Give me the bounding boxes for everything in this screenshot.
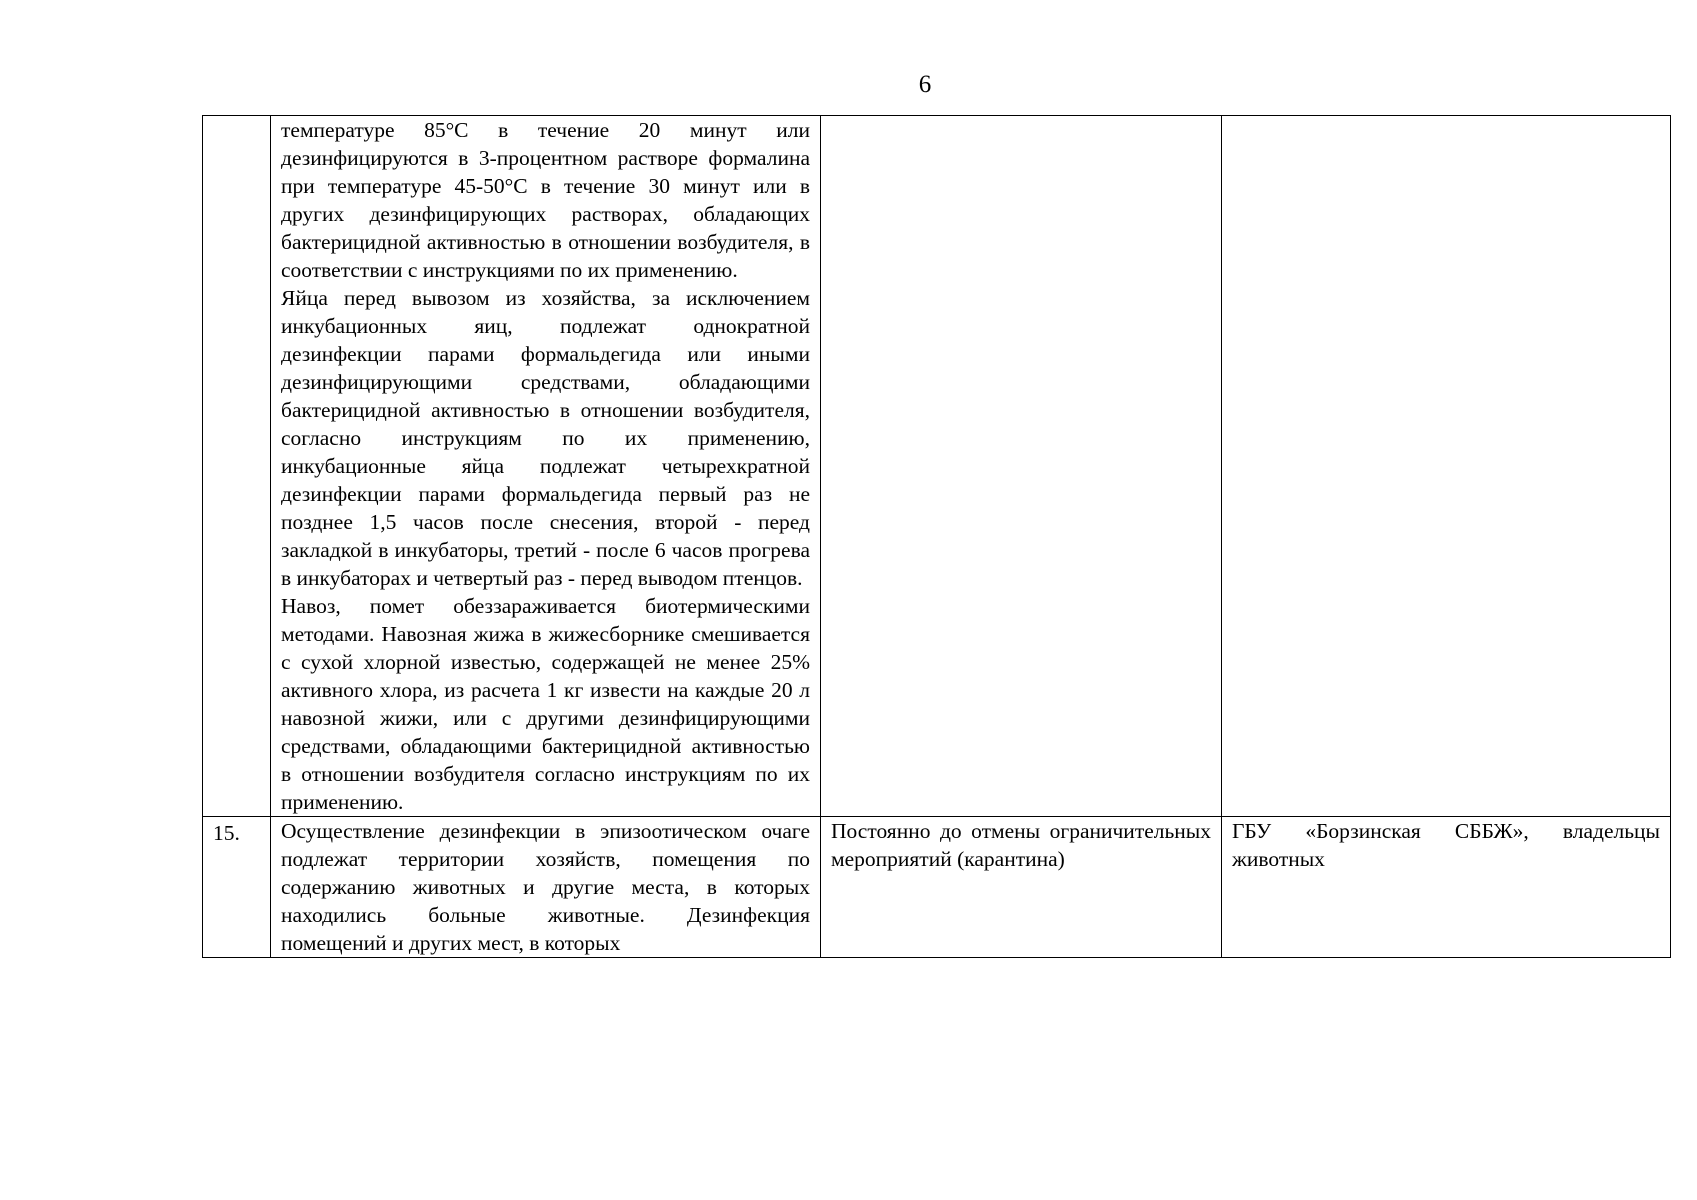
timing-cell: [821, 116, 1222, 817]
timing-cell: Постоянно до отмены ограничительных мероприятий (карантина): [821, 817, 1222, 958]
row-number: [203, 116, 271, 817]
measure-text-cell: [271, 116, 821, 817]
measure-paragraph: Яйца перед вывозом из хозяйства, за исключением инкубационных яиц, подлежат однократной дезинфекции парами формальдегида или иными дезинфицирующими средствами, обладающими бактерицидной активностью в отношении возбудителя, согласно инструкциям по их применению, инкубационные яйца подлежат четырехкратной дезинфекции парами формальдегида первый раз не позднее 1,5 часов после снесения, второй - перед закладкой в инкубаторы, третий - после 6 часов прогрева в инкубаторах и четвертый раз - перед выводом птенцов.: [281, 286, 810, 590]
page-number: 6: [918, 71, 932, 98]
measure-paragraph: Осуществление дезинфекции в эпизоотическом очаге подлежат территории хозяйств, помещения по содержанию животных и другие места, в которых находились больные животные. Дезинфекция помещений и других мест, в которых: [281, 819, 810, 955]
responsible-cell: [1222, 116, 1671, 817]
measures-table: [202, 115, 1671, 958]
responsible-cell: ГБУ «Борзинская СББЖ», владельцы животных: [1222, 817, 1671, 958]
row-number: 15.: [203, 817, 271, 958]
measure-paragraph: Навоз, помет обеззараживается биотермическими методами. Навозная жижа в жижесборнике смешивается с сухой хлорной известью, содержащей не менее 25% активного хлора, из расчета 1 кг извести на каждые 20 л навозной жижи, или с другими дезинфицирующими средствами, обладающими бактерицидной активностью в отношении возбудителя согласно инструкциям по их применению.: [281, 594, 810, 814]
measure-paragraph: температуре 85°C в течение 20 минут или дезинфицируются в 3-процентном растворе формалина при температуре 45-50°C в течение 30 минут или в других дезинфицирующих растворах, обладающих бактерицидной активностью в отношении возбудителя, в соответствии с инструкциями по их применению.: [281, 118, 810, 282]
table-row: [203, 116, 1671, 817]
table-row: [203, 817, 1671, 958]
measure-text-cell: [271, 817, 821, 958]
